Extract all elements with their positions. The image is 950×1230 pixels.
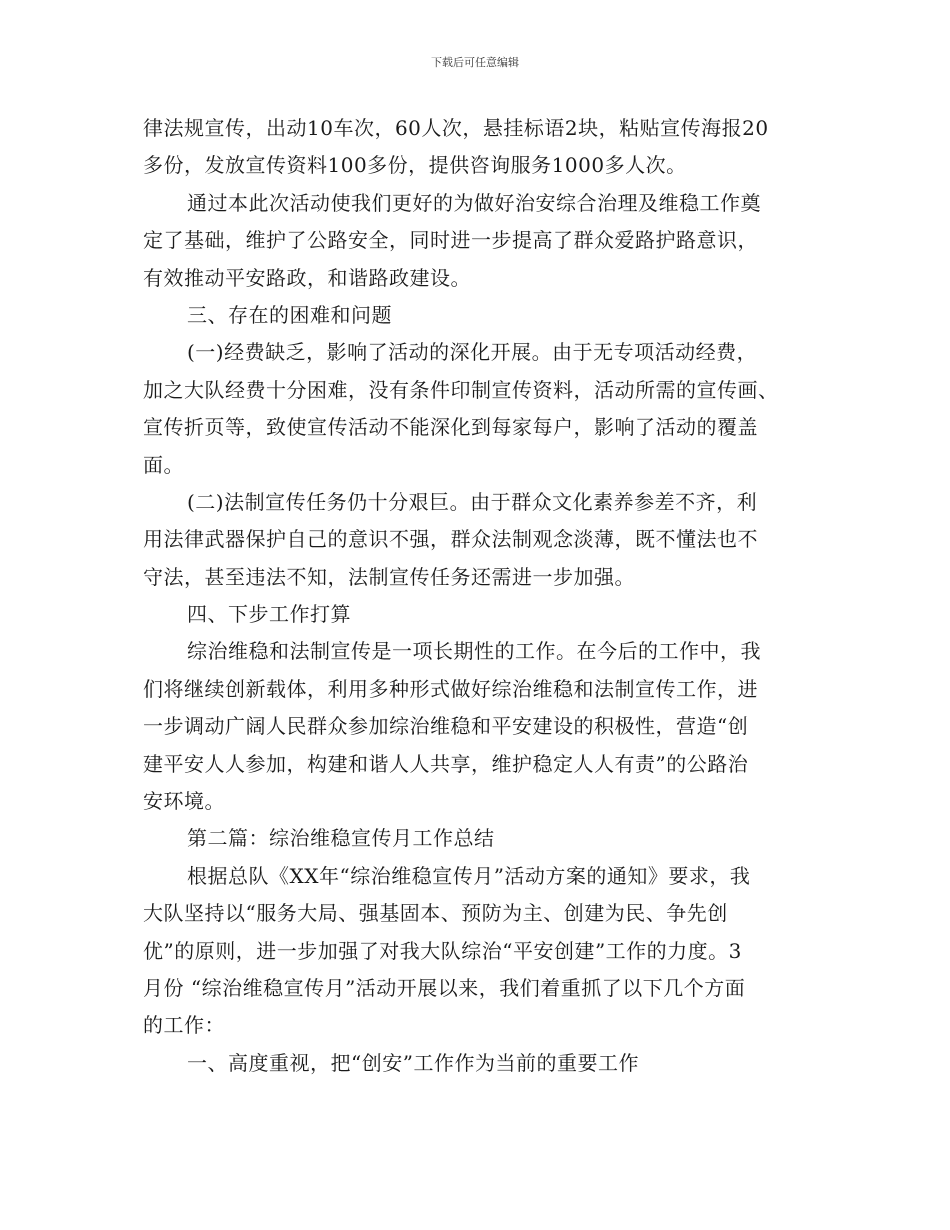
text-line: 安环境。 [143,789,225,814]
text-line: 综治维稳和法制宣传是一项长期性的工作。在今后的工作中，我 [187,639,761,664]
text-line: 多份，发放宣传资料100多份，提供咨询服务1000多人次。 [143,153,687,178]
text-line: 月份 “综治维稳宣传月”活动开展以来，我们着重抓了以下几个方面 [143,975,746,1000]
text-line: 一、高度重视，把“创安”工作作为当前的重要工作 [187,1050,639,1075]
text-line: 一步调动广阔人民群众参加综治维稳和平安建设的积极性，营造“创 [143,714,749,739]
text-line: 律法规宣传，出动10车次，60人次，悬挂标语2块，粘贴宣传海报20 [143,116,769,140]
page-header: 下载后可任意编辑 [431,56,519,69]
text-line: 宣传折页等，致使宣传活动不能深化到每家每户，影响了活动的覆盖 [143,415,758,440]
text-line: 大队坚持以“服务大局、强基固本、预防为主、创建为民、争先创 [143,901,728,926]
text-line: 加之大队经费十分困难，没有条件印制宣传资料，活动所需的宣传画、 [143,377,779,402]
text-line: 四、下步工作打算 [187,602,351,627]
text-line: 第二篇：综治维稳宣传月工作总结 [187,826,495,851]
text-line: (一)经费缺乏，影响了活动的深化开展。由于无专项活动经费， [187,340,758,365]
text-line: 守法，甚至违法不知，法制宣传任务还需进一步加强。 [143,564,635,589]
text-line: 用法律武器保护自己的意识不强，群众法制观念淡薄，既不懂法也不 [143,527,758,552]
text-line: 优”的原则，进一步加强了对我大队综治“平安创建”工作的力度。3 [143,938,742,963]
text-line: 面。 [143,452,184,477]
text-line: 建平安人人参加，构建和谐人人共享，维护稳定人人有责”的公路治 [143,751,749,776]
text-line: 通过本此次活动使我们更好的为做好治安综合治理及维稳工作奠 [187,190,761,215]
text-line: 们将继续创新载体，利用多种形式做好综治维稳和法制宣传工作，进 [143,676,758,701]
document-body [143,110,811,1082]
text-line: 有效推动平安路政，和谐路政建设。 [143,265,471,290]
text-line: 根据总队《XX年“综治维稳宣传月”活动方案的通知》要求，我 [187,863,751,888]
text-line: (二)法制宣传任务仍十分艰巨。由于群众文化素养参差不齐，利 [187,489,758,514]
text-line: 三、存在的困难和问题 [187,302,392,327]
text-line: 的工作： [143,1013,225,1038]
text-line: 定了基础，维护了公路安全，同时进一步提高了群众爱路护路意识， [143,228,758,253]
